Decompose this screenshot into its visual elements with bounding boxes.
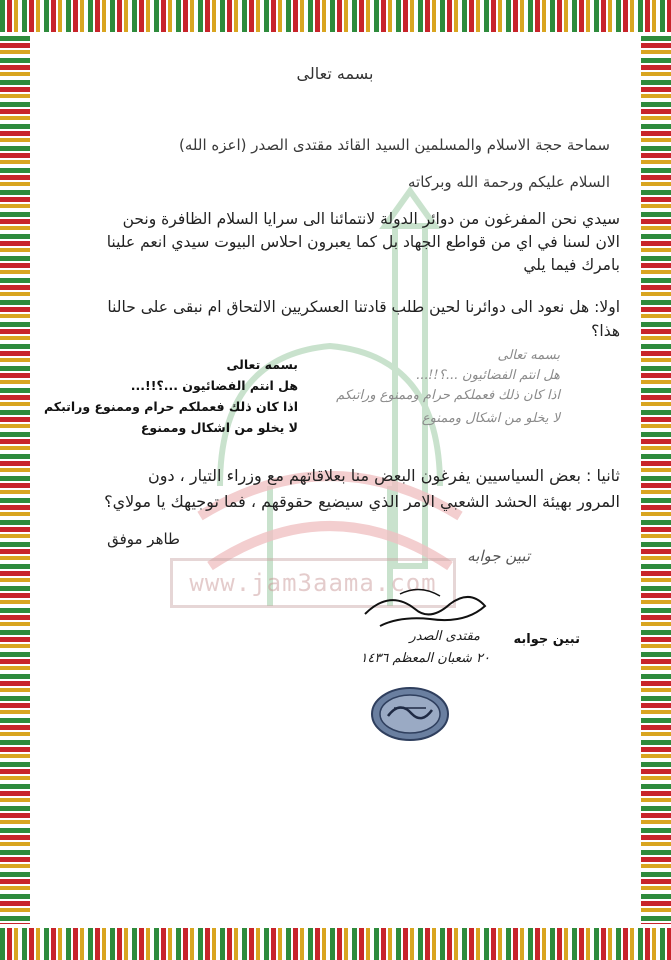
addressee-line: سماحة حجة الاسلام والمسلمين السيد القائد مقتدى الصدر (اعزه الله) [179,136,610,154]
decorative-border-left [0,36,30,924]
signature-scribble-icon [360,584,490,634]
reply-line-3: لا يخلو من اشكال وممنوع [140,420,298,435]
clarify-answer-label: تبين جوابه [513,632,580,647]
intro-line-3: بامرك فيما يلي [523,256,620,274]
question-one-line-1: اولا: هل نعود الى دوائرنا لحين طلب قادتنا العسكريين الالتحاق ام نبقى على حالنا [107,298,620,316]
decorative-border-top [0,0,671,36]
sender-name: طاهر موفق [107,530,180,548]
handwritten-reply-line-2: هل انتم الفضائيون ...؟!!... [415,368,560,383]
question-two-line-2: المرور بهيئة الحشد الشعبي الامر الذي سيضيع حقوقهم ، فما توجيهك يا مولاي؟ [104,492,620,511]
letter-page [30,36,641,924]
question-two-line-1: ثانيا : بعض السياسيين يفرغون البعض منا بعلاقاتهم مع وزراء التيار ، دون [147,466,620,485]
handwritten-reply-line-3: اذا كان ذلك فعملكم حرام وممنوع وراتبكم [336,388,560,403]
watermark-url: www.jam3aama.com [170,558,456,608]
signature-name: مقتدى الصدر [409,629,480,644]
reply-line-1: هل انتم الفضائيون ...؟!!... [130,378,298,393]
intro-line-1: سيدي نحن المفرغون من دوائر الدولة لانتمائنا الى سرايا السلام الظافرة ونحن [122,210,620,228]
official-seal-icon [370,686,450,742]
handwritten-reply-line-1: بسمه تعالى [497,348,560,363]
question-one-line-2: هذا؟ [591,322,620,340]
basmala-heading: بسمه تعالى [296,64,374,83]
signature-date: ٢٠ شعبان المعظم ١٤٣٦ [360,651,490,666]
reply-line-2: اذا كان ذلك فعملكم حرام وممنوع وراتبكم [44,399,298,414]
reply-title: بسمه تعالى [226,357,298,372]
decorative-border-bottom [0,924,671,960]
decorative-border-right [641,36,671,924]
greeting-line: السلام عليكم ورحمة الله وبركاته [408,173,610,191]
intro-line-2: الان لسنا في اي من قواطع الجهاد بل كما يعبرون احلاس البيوت سيدي انعم علينا [106,233,620,251]
handwritten-reply-line-4: لا يخلو من اشكال وممنوع [421,411,560,426]
handwritten-clarify-note: تبين جوابه [467,547,530,565]
